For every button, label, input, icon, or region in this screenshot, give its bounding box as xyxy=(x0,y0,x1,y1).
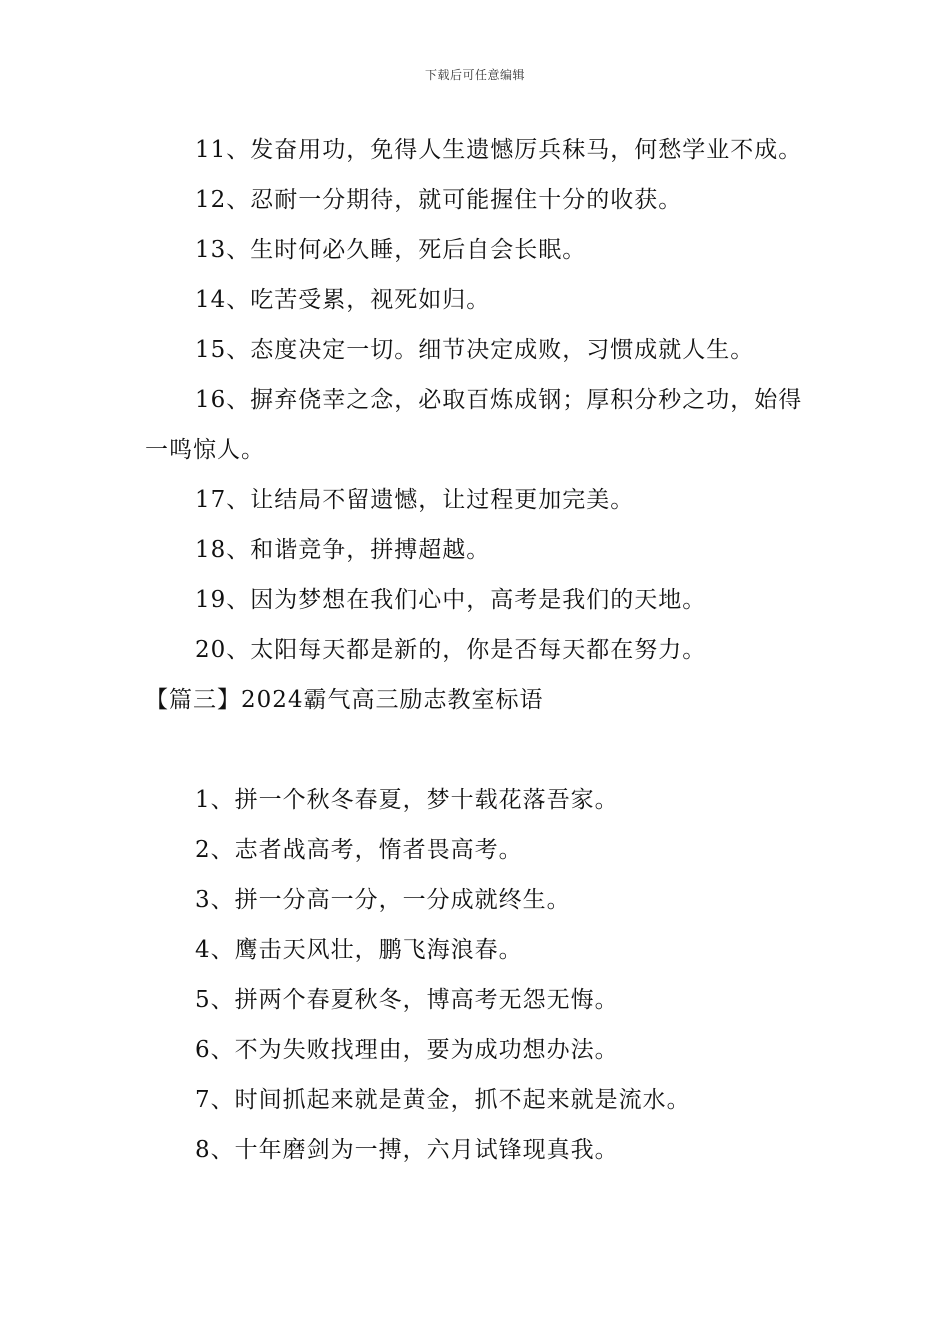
list-item: 13、生时何必久睡，死后自会长眠。 xyxy=(195,237,587,263)
document-body xyxy=(145,125,810,1175)
spacer xyxy=(145,725,810,775)
list-item: 16、摒弃侥幸之念，必取百炼成钢；厚积分秒之功，始得一鸣惊人。 xyxy=(145,387,803,463)
list-item: 15、态度决定一切。细节决定成败，习惯成就人生。 xyxy=(195,337,755,363)
list-item: 20、太阳每天都是新的，你是否每天都在努力。 xyxy=(195,637,707,663)
list-item: 6、不为失败找理由，要为成功想办法。 xyxy=(195,1037,619,1063)
section-title: 【篇三】2024霸气高三励志教室标语 xyxy=(145,687,544,713)
list-item: 4、鹰击天风壮，鹏飞海浪春。 xyxy=(195,937,523,963)
list-item: 19、因为梦想在我们心中，高考是我们的天地。 xyxy=(195,587,707,613)
list-item: 8、十年磨剑为一搏，六月试锋现真我。 xyxy=(195,1137,619,1163)
list-item: 17、让结局不留遗憾，让过程更加完美。 xyxy=(195,487,635,513)
list-item: 3、拼一分高一分，一分成就终生。 xyxy=(195,887,571,913)
list-item: 14、吃苦受累，视死如归。 xyxy=(195,287,491,313)
list-item: 11、发奋用功，免得人生遗憾厉兵秣马，何愁学业不成。 xyxy=(195,137,803,163)
page-header: 下载后可任意编辑 xyxy=(424,68,525,82)
list-item: 1、拼一个秋冬春夏，梦十载花落吾家。 xyxy=(195,787,619,813)
list-item: 5、拼两个春夏秋冬，博高考无怨无悔。 xyxy=(195,987,619,1013)
list-item: 2、志者战高考，惰者畏高考。 xyxy=(195,837,523,863)
list-item: 12、忍耐一分期待，就可能握住十分的收获。 xyxy=(195,187,683,213)
list-item: 18、和谐竞争，拼搏超越。 xyxy=(195,537,491,563)
list-item: 7、时间抓起来就是黄金，抓不起来就是流水。 xyxy=(195,1087,691,1113)
